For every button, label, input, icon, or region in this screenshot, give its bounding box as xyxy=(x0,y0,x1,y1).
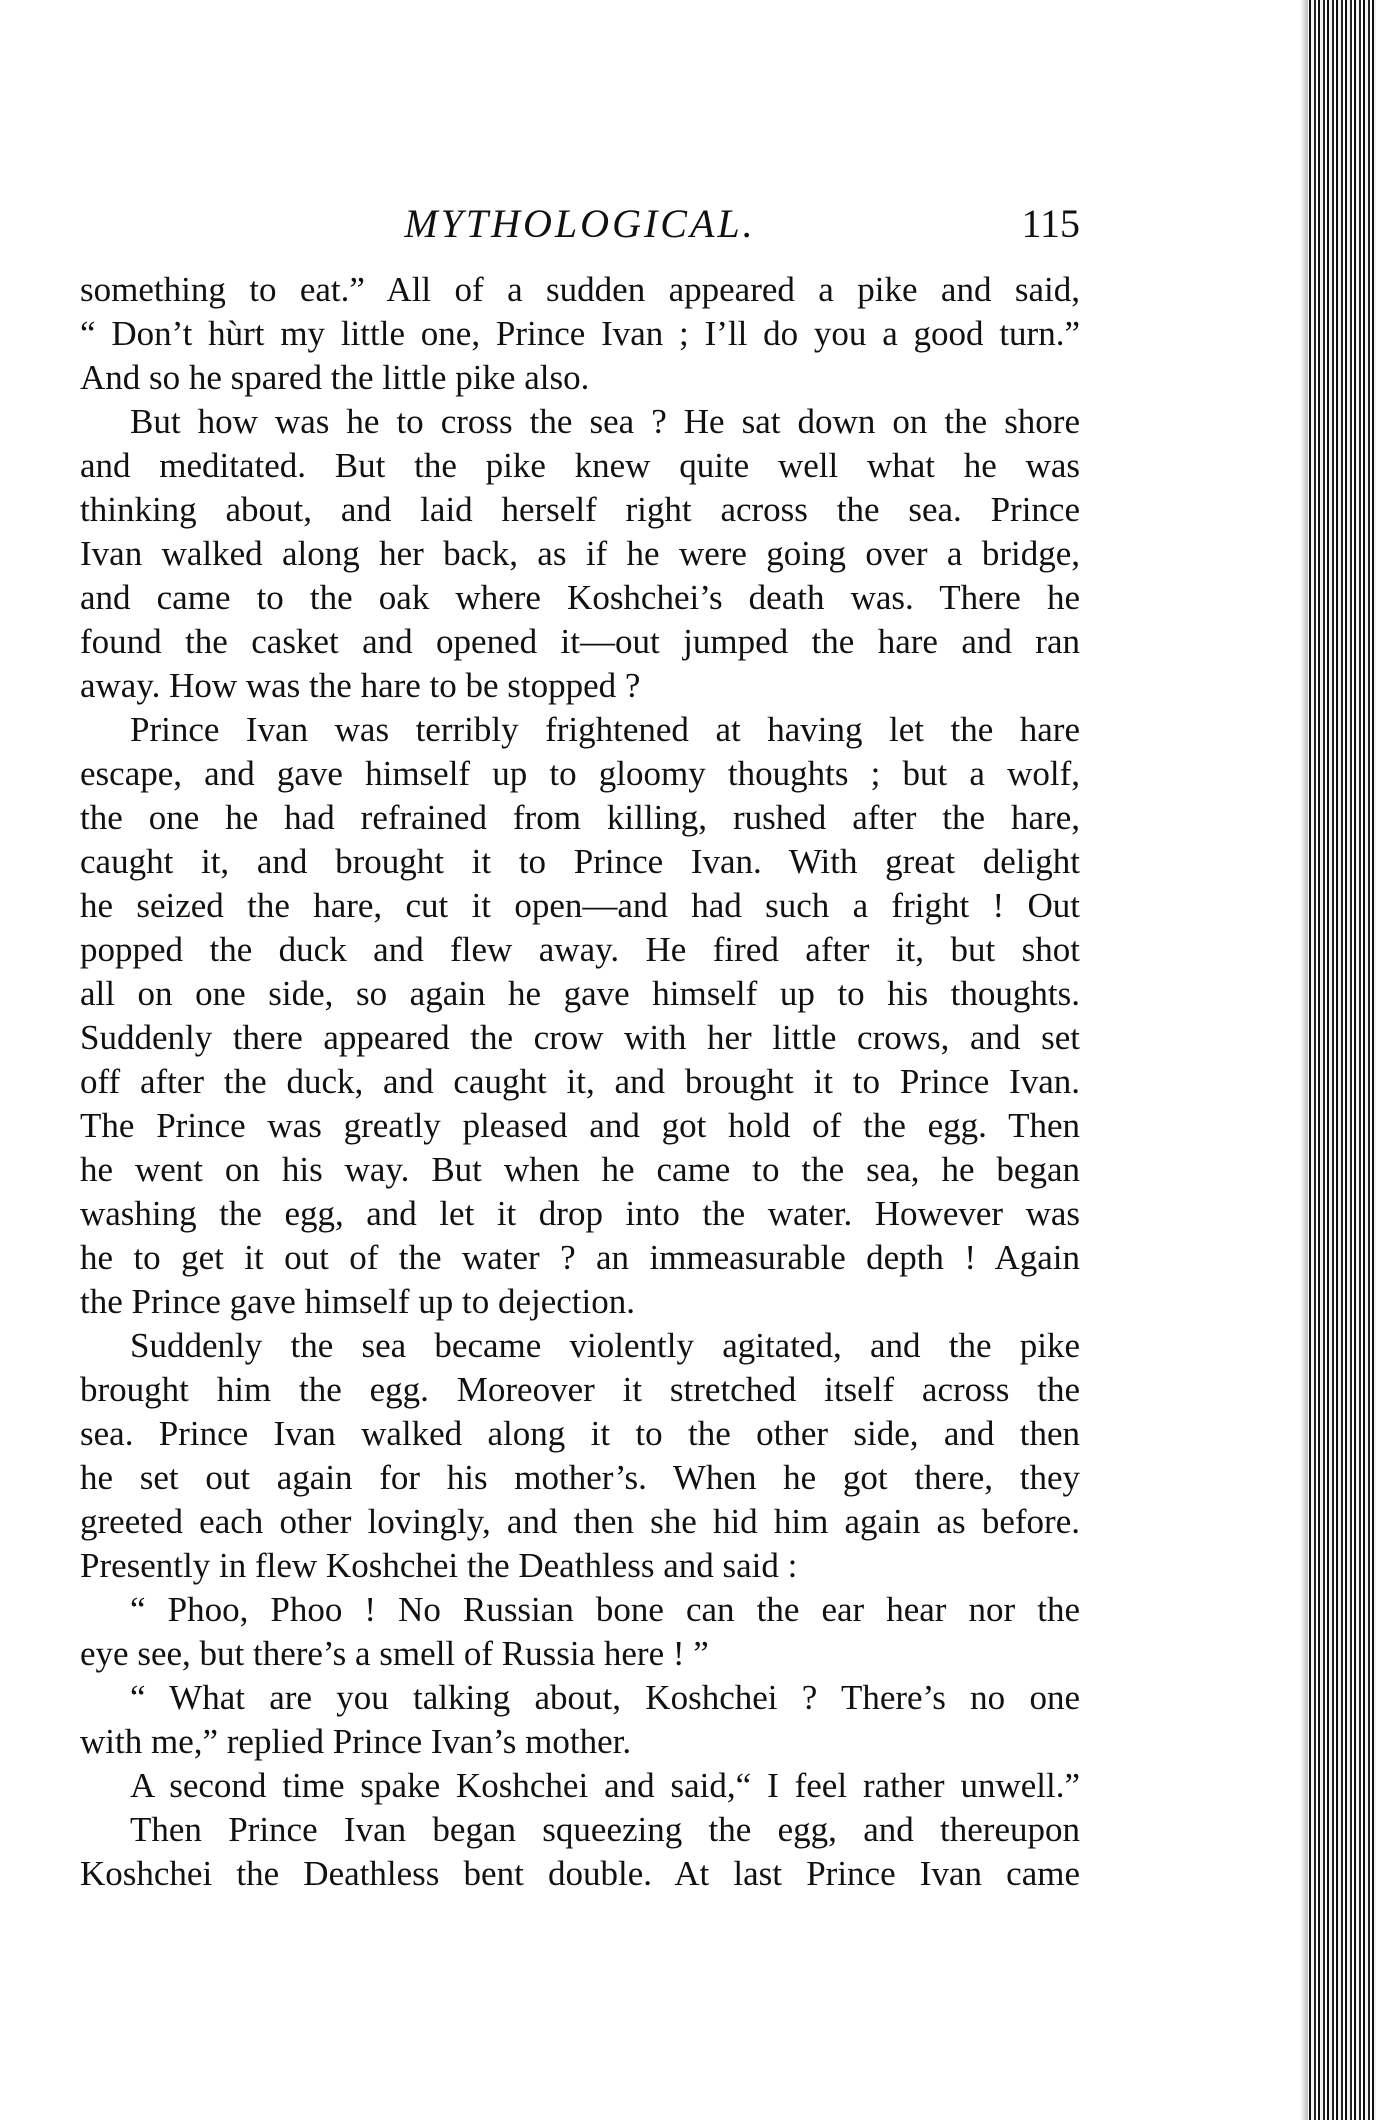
text-line: Then Prince Ivan began squeezing the egg, and thereupon xyxy=(130,1810,1080,1849)
text-line: Suddenly there appeared the crow with her little crows, and set xyxy=(80,1018,1080,1057)
text-line: escape, and gave himself up to gloomy thoughts ; but a wolf, xyxy=(80,754,1080,793)
text-line: the Prince gave himself up to dejection. xyxy=(80,1282,635,1321)
running-title: MYTHOLOGICAL. xyxy=(404,201,756,246)
body-text xyxy=(80,268,1080,1896)
text-line: “ Don’t hùrt my little one, Prince Ivan ; I’ll do you a good turn.” xyxy=(80,314,1080,353)
text-line: Presently in flew Koshchei the Deathless and said : xyxy=(80,1546,798,1585)
text-line: Prince Ivan was terribly frightened at having let the hare xyxy=(130,710,1080,749)
text-line: he went on his way. But when he came to the sea, he began xyxy=(80,1150,1080,1189)
text-line: Suddenly the sea became violently agitated, and the pike xyxy=(130,1326,1080,1365)
text-line: But how was he to cross the sea ? He sat down on the shore xyxy=(130,402,1080,441)
text-line: thinking about, and laid herself right across the sea. Prince xyxy=(80,490,1080,529)
text-line: washing the egg, and let it drop into the water. However was xyxy=(80,1194,1080,1233)
text-line: all on one side, so again he gave himself up to his thoughts. xyxy=(80,974,1080,1013)
text-line: The Prince was greatly pleased and got hold of the egg. Then xyxy=(80,1106,1080,1145)
text-line: brought him the egg. Moreover it stretched itself across the xyxy=(80,1370,1080,1409)
book-spine-edge xyxy=(1300,0,1376,2120)
text-line: off after the duck, and caught it, and brought it to Prince Ivan. xyxy=(80,1062,1080,1101)
text-line: Ivan walked along her back, as if he were going over a bridge, xyxy=(80,534,1080,573)
page-number: 115 xyxy=(1021,201,1080,246)
text-line: he to get it out of the water ? an immeasurable depth ! Again xyxy=(80,1238,1080,1277)
text-line: eye see, but there’s a smell of Russia here ! ” xyxy=(80,1634,709,1673)
text-line: popped the duck and flew away. He fired after it, but shot xyxy=(80,930,1080,969)
text-line: greeted each other lovingly, and then she hid him again as before. xyxy=(80,1502,1080,1541)
text-line: something to eat.” All of a sudden appeared a pike and said, xyxy=(80,270,1080,309)
text-line: “ Phoo, Phoo ! No Russian bone can the ear hear nor the xyxy=(130,1590,1080,1629)
text-line: the one he had refrained from killing, rushed after the hare, xyxy=(80,798,1080,837)
text-line: found the casket and opened it—out jumped the hare and ran xyxy=(80,622,1080,661)
text-line: sea. Prince Ivan walked along it to the other side, and then xyxy=(80,1414,1080,1453)
text-line: A second time spake Koshchei and said,“ I feel rather unwell.” xyxy=(130,1766,1080,1805)
text-line: and meditated. But the pike knew quite well what he was xyxy=(80,446,1080,485)
text-line: “ What are you talking about, Koshchei ? There’s no one xyxy=(130,1678,1080,1717)
text-line: away. How was the hare to be stopped ? xyxy=(80,666,641,705)
spine-shadow xyxy=(1300,0,1308,2120)
text-line: caught it, and brought it to Prince Ivan. With great delight xyxy=(80,842,1080,881)
text-line: he seized the hare, cut it open—and had such a fright ! Out xyxy=(80,886,1080,925)
text-line: Koshchei the Deathless bent double. At last Prince Ivan came xyxy=(80,1854,1080,1893)
running-head xyxy=(80,200,1080,260)
text-line: with me,” replied Prince Ivan’s mother. xyxy=(80,1722,632,1761)
text-line: And so he spared the little pike also. xyxy=(80,358,590,397)
text-line: and came to the oak where Koshchei’s death was. There he xyxy=(80,578,1080,617)
text-line: he set out again for his mother’s. When he got there, they xyxy=(80,1458,1080,1497)
